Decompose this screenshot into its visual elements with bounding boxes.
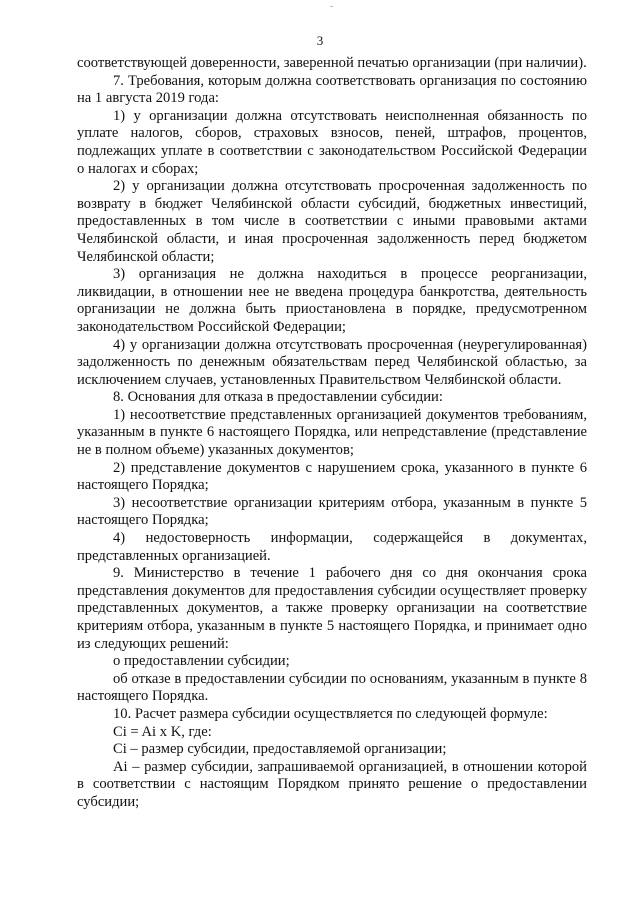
document-body (77, 55, 587, 812)
paragraph-item-9: 9. Министерство в течение 1 рабочего дня со дня окончания срока представления документов для предоставления субсидии осуществляет проверку представленных документов, а также проверку организации на соответствие критериям отбора, указанным в пункте 5 настоящего Порядка, и принимает одно из следующих решений: (77, 565, 587, 652)
paragraph-formula: Ci = Ai x K, где: (113, 723, 212, 740)
paragraph-item-7-4: 4) у организации должна отсутствовать просроченная (неурегулированная) задолженность по денежным обязательствам перед Челябинской областью, за исключением случаев, установленных Правительством Челябинской области. (77, 336, 587, 388)
paragraph-continuation: соответствующей доверенности, заверенной печатью организации (при наличии). (77, 55, 587, 71)
paragraph-item-7-1: 1) у организации должна отсутствовать неисполненная обязанность по уплате налогов, сборов, страховых взносов, пеней, штрафов, процентов, подлежащих уплате в соответствии с законодательством Российской Федерации о налогах и сборах; (77, 107, 587, 177)
paragraph-formula-ci: Ci – размер субсидии, предоставляемой организации; (113, 741, 447, 758)
paragraph-decision-refusal: об отказе в предоставлении субсидии по основаниям, указанным в пункте 8 настоящего Порядка. (77, 670, 587, 705)
paragraph-item-10: 10. Расчет размера субсидии осуществляется по следующей формуле: (113, 705, 548, 722)
paragraph-item-7-2: 2) у организации должна отсутствовать просроченная задолженность по возврату в бюджет Челябинской области субсидий, бюджетных инвестиций, предоставленных в том числе в соответствии с иными правовыми актами Челябинской области, и иная просроченная задолженность перед бюджетом Челябинской области; (77, 178, 587, 265)
paragraph-item-8: 8. Основания для отказа в предоставлении субсидии: (113, 389, 443, 406)
paragraph-decision-grant: о предоставлении субсидии; (113, 653, 290, 670)
paragraph-formula-ai: Ai – размер субсидии, запрашиваемой организацией, в отношении которой в соответствии с настоящим Порядком принято решение о предоставлении субсидии; (77, 758, 587, 810)
paragraph-item-8-4: 4) недостоверность информации, содержащейся в документах, представленных организацией. (77, 530, 587, 564)
scan-mark (330, 6, 333, 7)
page-number: 3 (316, 33, 324, 48)
paragraph-item-8-1: 1) несоответствие представленных организацией документов требованиям, указанным в пункте 6 настоящего Порядка, или непредставление (представление не в полном объеме) указанных документов; (77, 406, 587, 459)
paragraph-item-7-3: 3) организация не должна находиться в процессе реорганизации, ликвидации, в отношении нее не введена процедура банкротства, деятельность организации не должна быть приостановлена в порядке, предусмотренном законодательством Российской Федерации; (77, 266, 587, 335)
paragraph-item-8-2: 2) представление документов с нарушением срока, указанного в пункте 6 настоящего Порядка; (77, 459, 587, 494)
paragraph-item-7: 7. Требования, которым должна соответствовать организация по состоянию на 1 августа 2019 года: (77, 72, 587, 107)
paragraph-item-8-3: 3) несоответствие организации критериям отбора, указанным в пункте 5 настоящего Порядка; (77, 494, 587, 529)
